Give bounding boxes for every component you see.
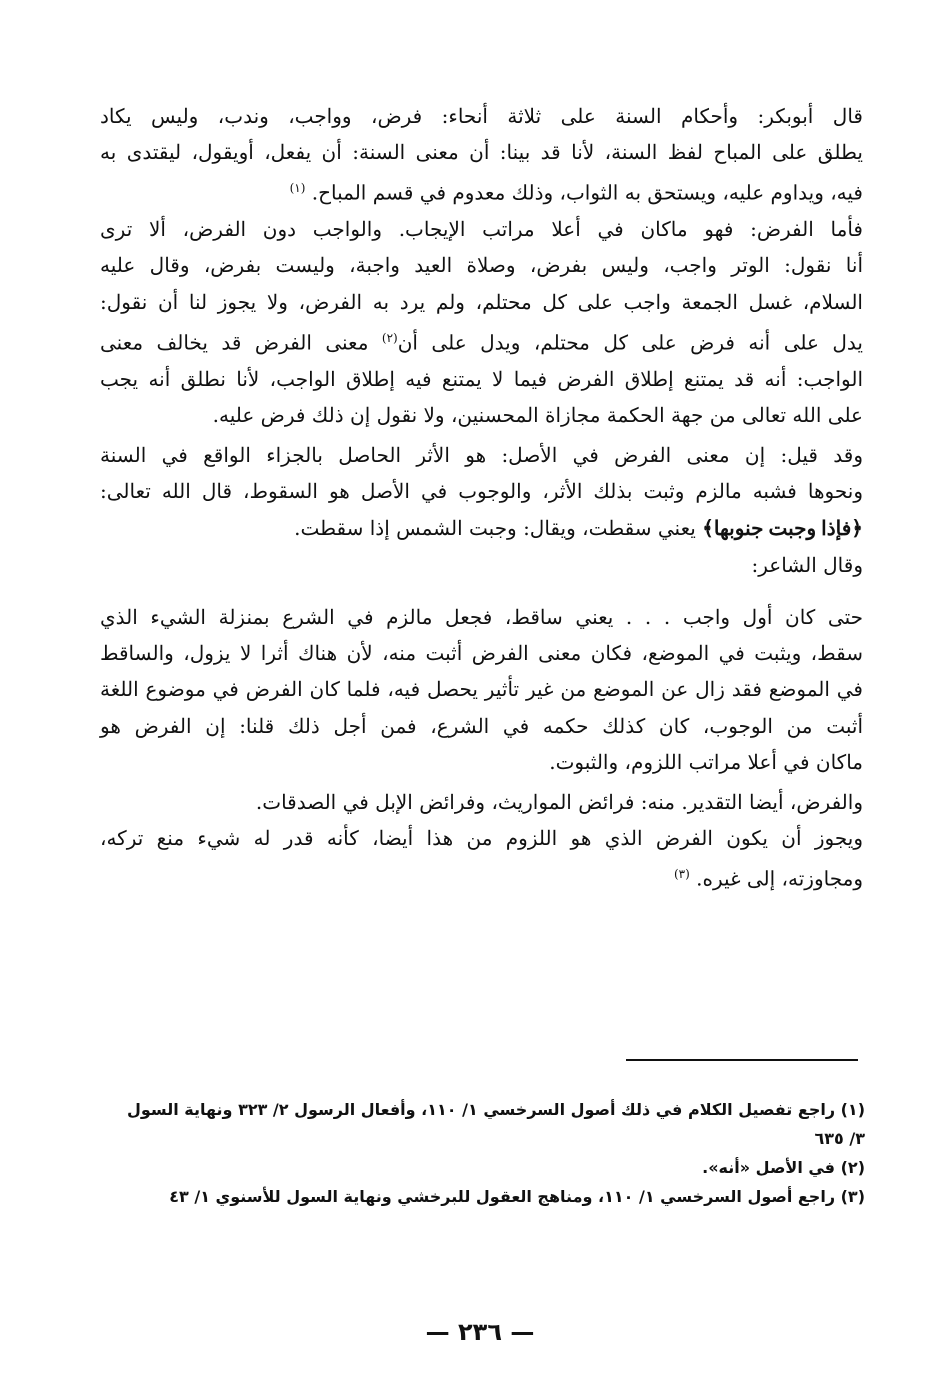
footnotes <box>113 1095 865 1211</box>
footnote-2: (٢) في الأصل «أنه». <box>702 1158 865 1177</box>
text-line: ماكان في أعلا مراتب اللزوم، والثبوت. <box>549 749 863 774</box>
text-line <box>100 510 863 547</box>
text-line: أنا نقول: الوتر واجب، وليس بفرض، وصلاة العيد واجبة، وليست بفرض، وقال عليه <box>100 253 863 278</box>
text-line: سقط، ويثبت في الموضع، فكان معنى الفرض أثبت منه، لأن هناك أثرا لا يزول، والساقط <box>100 641 863 666</box>
text-line: ويجوز أن يكون الفرض الذي هو اللزوم من هذا أيضا، كأنه قدر له شيء منع تركه، <box>100 826 863 851</box>
footnote-1: (١) راجع تفصيل الكلام في ذلك أصول السرخسي ١/ ١١٠، وأفعال الرسول ٢/ ٣٢٣ ونهاية السول <box>127 1100 865 1119</box>
main-text <box>100 98 863 897</box>
text-line: على الله تعالى من جهة الحكمة مجازاة المحسنين، ولا نقول إن ذلك فرض عليه. <box>212 402 863 427</box>
line-text: فيه، ويداوم عليه، ويستحق به الثواب، وذلك معدوم في قسم المباح. <box>311 181 863 206</box>
text-line: الواجب: أنه قد يمتنع إطلاق الفرض فيما لا يمتنع فيه إطلاق الواجب، لأنا نطلق أنه يجب <box>100 366 863 391</box>
text-line <box>100 320 863 361</box>
text-line: فأما الفرض: فهو ماكان في أعلا مراتب الإيجاب. والواجب دون الفرض، ألا ترى <box>100 217 863 242</box>
text-line <box>100 170 863 211</box>
text-line: حتى كان أول واجب . . . يعني ساقط، فجعل مالزم في الشرع بمنزلة الشيء الذي <box>100 604 863 629</box>
text-line: وقد قيل: إن معنى الفرض في الأصل: هو الأثر الحاصل بالجزاء الواقع في السنة <box>100 443 863 468</box>
footnote-ref: (١) <box>289 181 306 196</box>
line-text: يدل على أنه فرض على كل محتلم، ويدل على أن <box>397 330 863 355</box>
footnote-ref: (٢) <box>381 330 398 345</box>
text-line: السلام، غسل الجمعة واجب على كل محتلم، ولم يرد به الفرض، ولا يجوز لنا أن نقول: <box>100 289 863 314</box>
line-text: يعني سقطت، ويقال: وجبت الشمس إذا سقطت. <box>294 515 703 540</box>
poet-intro: وقال الشاعر: <box>751 552 863 577</box>
text-line: في الموضع فقد زال عن الموضع من غير تأثير يحصل فيه، فلما كان الفرض في موضوع اللغة <box>100 677 863 702</box>
page-number: — ٢٣٦ — <box>425 1318 535 1346</box>
text-line: يطلق على المباح لفظ السنة، لأنا قد بينا: أن معنى السنة: أن يفعل، أويقول، ليقتدى به <box>100 140 863 165</box>
text-line: والفرض، أيضا التقدير. منه: فرائض المواريث، وفرائض الإبل في الصدقات. <box>255 789 863 814</box>
quran-verse: ﴿فإذا وجبت جنوبها﴾ <box>702 517 863 540</box>
text-line: قال أبوبكر: وأحكام السنة على ثلاثة أنحاء: فرض، وواجب، وندب، وليس يكاد <box>100 104 863 128</box>
text-line: ونحوها فشبه مالزم وثبت بذلك الأثر، والوجوب في الأصل هو السقوط، قال الله تعالى: <box>100 479 863 504</box>
footnote-divider <box>626 1059 858 1061</box>
line-text: ومجاوزته، إلى غيره. <box>696 867 863 892</box>
footnote-ref: (٣) <box>673 867 690 882</box>
line-text: معنى الفرض قد يخالف معنى <box>100 330 382 355</box>
text-line: أثبت من الوجوب، كان كذلك حكمه في الشرع، فمن أجل ذلك قلنا: إن الفرض هو <box>100 713 863 738</box>
footnote-1-continued: ٣/ ٦٣٥ <box>814 1129 865 1148</box>
text-line <box>100 856 863 897</box>
footnote-3: (٣) راجع أصول السرخسي ١/ ١١٠، ومناهج العقول للبرخشي ونهاية السول للأسنوي ١/ ٤٣ <box>169 1187 865 1206</box>
